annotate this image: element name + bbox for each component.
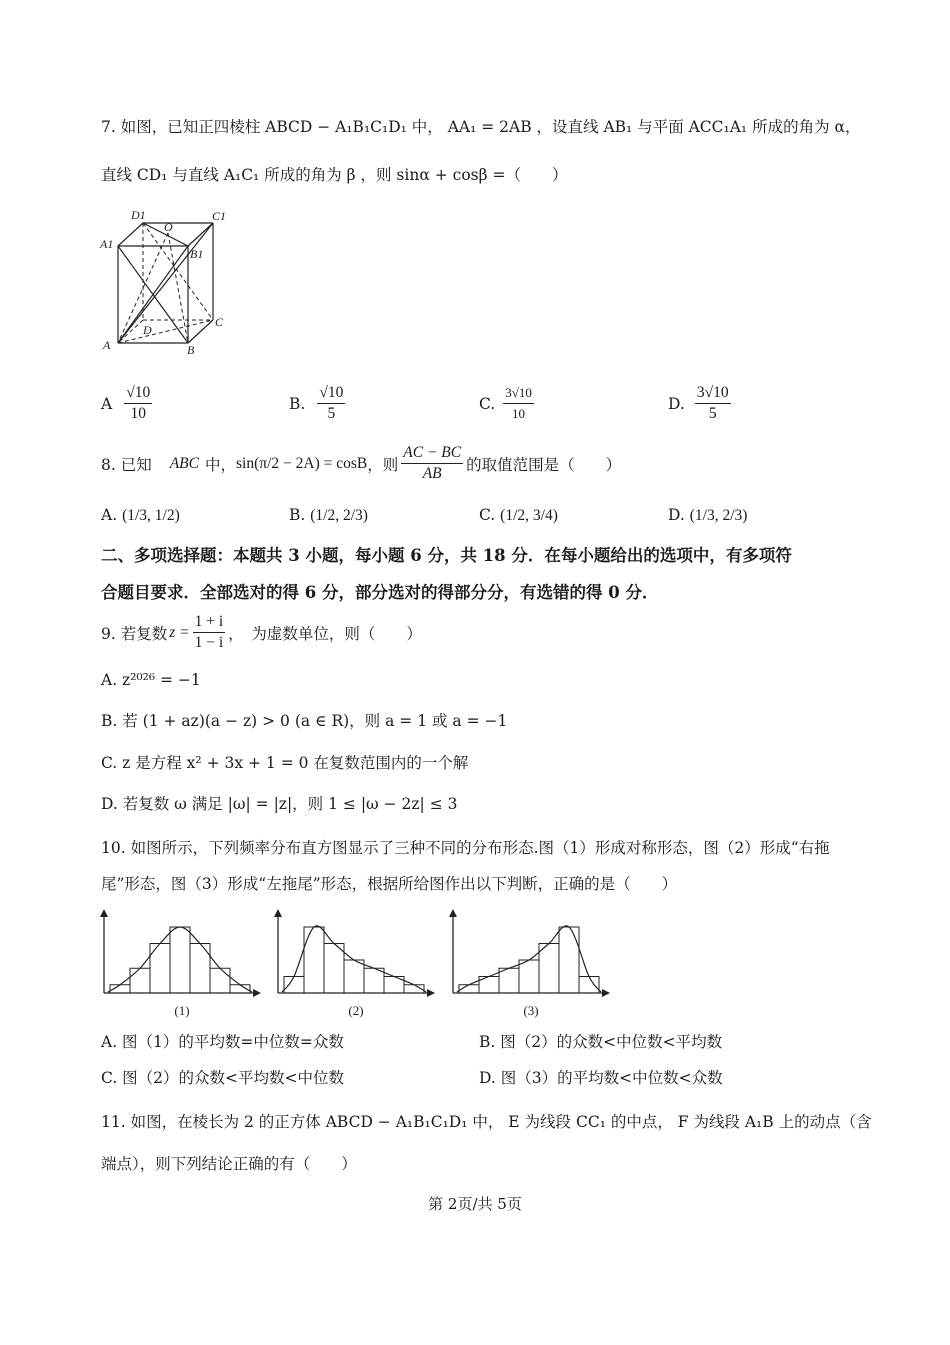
frac-den: 5 (708, 405, 717, 422)
histogram-bar (150, 944, 170, 994)
q8-triangle: ABC (169, 454, 199, 472)
q10-option-b[interactable]: B. 图（2）的众数<中位数<平均数 (479, 1033, 723, 1051)
q11-stem-line1: 11. 如图，在棱长为 2 的正方体 ABCD − A₁B₁C₁D₁ 中， E 为线段 CC₁ 的中点， F 为线段 A₁B 上的动点（含 (101, 1113, 872, 1131)
y-axis-arrow (100, 909, 108, 917)
histogram-bar (324, 944, 344, 994)
histogram-bar (304, 927, 324, 993)
y-axis-arrow (274, 909, 282, 917)
option-letter: D. (668, 394, 685, 413)
histogram-bar (559, 927, 579, 993)
page-footer: 第 2页/共 5页 (428, 1195, 522, 1213)
q8-suffix: 的取值范围是（ ） (466, 455, 622, 474)
q9-option-b[interactable]: B. 若 (1 + az)(a − z) > 0 (a ∈ R)，则 a = 1 或 a = −1 (101, 712, 508, 730)
q9-option-a[interactable]: A. z²⁰²⁶ = −1 (101, 671, 201, 689)
option-letter: B. (289, 394, 306, 413)
frac-num: 3√10 (695, 383, 731, 404)
label-B: B (187, 343, 195, 357)
histogram-bar (539, 944, 559, 994)
q9-option-d[interactable]: D. 若复数 ω 满足 |ω| = |z|，则 1 ≤ |ω − 2z| ≤ 3 (101, 795, 458, 813)
q10-option-a[interactable]: A. 图（1）的平均数=中位数=众数 (101, 1033, 344, 1051)
q10-option-c[interactable]: C. 图（2）的众数<平均数<中位数 (101, 1069, 344, 1087)
label-D: D (143, 323, 152, 337)
histogram-bar (344, 960, 364, 993)
caption-1: (1) (174, 1003, 190, 1018)
y-axis-arrow (449, 909, 457, 917)
x-axis-arrow (253, 989, 261, 997)
q8-prefix: 8. 已知 (101, 455, 152, 474)
frac-den: 5 (327, 405, 336, 422)
q8-then: ，则 (367, 455, 399, 474)
option-letter: A (101, 394, 113, 413)
histogram-bar (190, 944, 210, 994)
q9-z-eq: z = (169, 623, 190, 641)
q11-stem-line2: 端点），则下列结论正确的有（ ） (101, 1155, 357, 1173)
label-C1: C1 (212, 209, 227, 223)
q9-option-c[interactable]: C. z 是方程 x² + 3x + 1 = 0 在复数范围内的一个解 (101, 754, 469, 772)
q10-histograms (98, 905, 618, 1025)
section2-heading-line1: 二、多项选择题：本题共 3 小题，每小题 6 分，共 18 分．在每小题给出的选项中，有多项符 (101, 546, 792, 565)
frac-den: 10 (130, 405, 146, 422)
histogram-bar (499, 968, 519, 993)
q9-fraction: $\frac{1 + i}{1 - i}$ (194, 613, 224, 651)
q9-suffix: ， 为虚数单位，则（ ） (228, 624, 422, 643)
label-A1: A1 (100, 237, 114, 251)
q7-stem-line2: 直线 CD₁ 与直线 A₁C₁ 所成的角为 β ，则 sinα + cosβ =（ ） (101, 166, 568, 184)
q7-option-b[interactable] (289, 383, 348, 424)
q8-mid: 中， (205, 455, 237, 474)
label-D1: D1 (131, 208, 146, 222)
histogram-bar (364, 968, 384, 993)
q10-stem-line1: 10. 如图所示，下列频率分布直方图显示了三种不同的分布形态.图（1）形成对称形态，图（2）形成“右拖 (101, 839, 830, 857)
option-letter: C. (479, 394, 496, 413)
frac-den: 10 (512, 406, 526, 421)
label-O: O (164, 220, 173, 234)
histogram-bar (579, 977, 599, 994)
frac-num: √10 (124, 383, 152, 404)
label-A: A (103, 338, 111, 352)
q7-option-c[interactable] (479, 383, 537, 424)
q7-option-a[interactable] (101, 383, 155, 424)
histogram-bar (170, 927, 190, 993)
caption-3: (3) (523, 1003, 539, 1018)
histogram-bar (519, 960, 539, 993)
histogram-bar (284, 977, 304, 994)
histogram-2 (274, 909, 435, 997)
q7-prism-figure (98, 208, 238, 358)
q8-stem (101, 443, 621, 484)
q8-condition: sin(π/2 − 2A) = cosB (236, 454, 368, 472)
q8-option-a[interactable]: A. (1/3, 1/2) (101, 506, 180, 524)
label-B1: B1 (190, 247, 204, 261)
q8-option-d[interactable]: D. (1/3, 2/3) (668, 506, 748, 524)
x-axis-arrow (427, 989, 435, 997)
q7-stem-line1: 7. 如图，已知正四棱柱 ABCD − A₁B₁C₁D₁ 中， AA₁ = 2AB ，设直线 AB₁ 与平面 ACC₁A₁ 所成的角为 α， (101, 118, 861, 136)
histogram-bar (130, 968, 150, 993)
q9-stem (101, 612, 422, 653)
label-C: C (215, 315, 224, 329)
q9-prefix: 9. 若复数 (101, 624, 168, 643)
q8-option-c[interactable]: C. (1/2, 3/4) (479, 506, 558, 524)
histogram-bar (210, 968, 230, 993)
q10-option-d[interactable]: D. 图（3）的平均数<中位数<众数 (479, 1069, 723, 1087)
histogram-1 (100, 909, 261, 997)
frac-num: √10 (317, 383, 345, 404)
caption-2: (2) (348, 1003, 364, 1018)
q8-fraction: $\frac{AC - BC}{AB}$ (403, 444, 462, 482)
q8-option-b[interactable]: B. (1/2, 2/3) (289, 506, 368, 524)
section2-heading-line2: 合题目要求．全部选对的得 6 分，部分选对的得部分分，有选错的得 0 分． (101, 583, 659, 602)
q10-stem-line2: 尾”形态，图（3）形成“左拖尾”形态，根据所给图作出以下判断，正确的是（ ） (101, 875, 678, 893)
frac-num: 3√10 (503, 383, 534, 404)
x-axis-arrow (602, 989, 610, 997)
histogram-3 (449, 909, 610, 997)
q7-option-d[interactable] (668, 383, 734, 424)
